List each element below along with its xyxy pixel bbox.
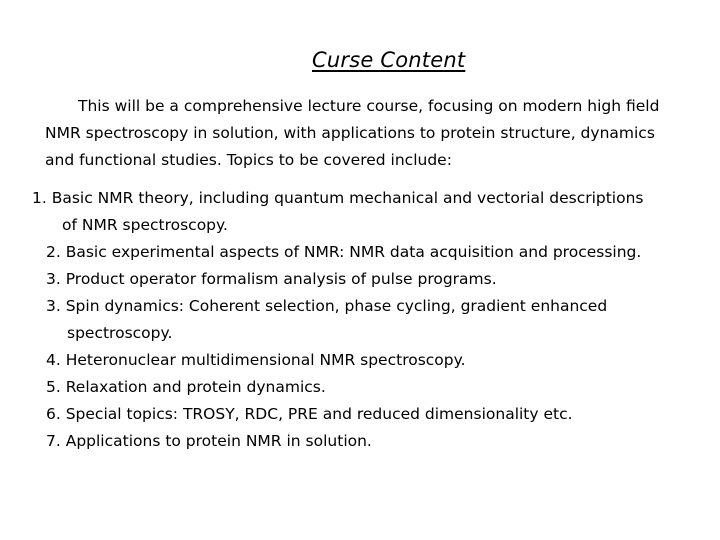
intro-paragraph (45, 93, 659, 174)
topic-item: 1. Basic NMR theory, including quantum mechanical and vectorial descriptions (32, 189, 644, 207)
topic-item: 3. Spin dynamics: Coherent selection, phase cycling, gradient enhanced (46, 297, 608, 315)
topic-item: 3. Product operator formalism analysis of pulse programs. (46, 270, 497, 288)
topic-item: 5. Relaxation and protein dynamics. (46, 378, 326, 396)
topic-item: 6. Special topics: TROSY, RDC, PRE and reduced dimensionality etc. (46, 405, 573, 423)
topic-item-continuation: of NMR spectroscopy. (62, 216, 228, 234)
topic-item-continuation: spectroscopy. (67, 324, 173, 342)
topic-item: 4. Heteronuclear multidimensional NMR spectroscopy. (46, 351, 466, 369)
topic-list (0, 185, 720, 455)
intro-line: This will be a comprehensive lecture course, focusing on modern high field (78, 97, 660, 115)
slide-title: Curse Content (312, 48, 466, 72)
intro-line: and functional studies. Topics to be covered include: (45, 151, 452, 169)
topic-item: 2. Basic experimental aspects of NMR: NMR data acquisition and processing. (46, 243, 642, 261)
topic-item: 7. Applications to protein NMR in solution. (46, 432, 372, 450)
intro-line: NMR spectroscopy in solution, with applications to protein structure, dynamics (45, 124, 655, 142)
